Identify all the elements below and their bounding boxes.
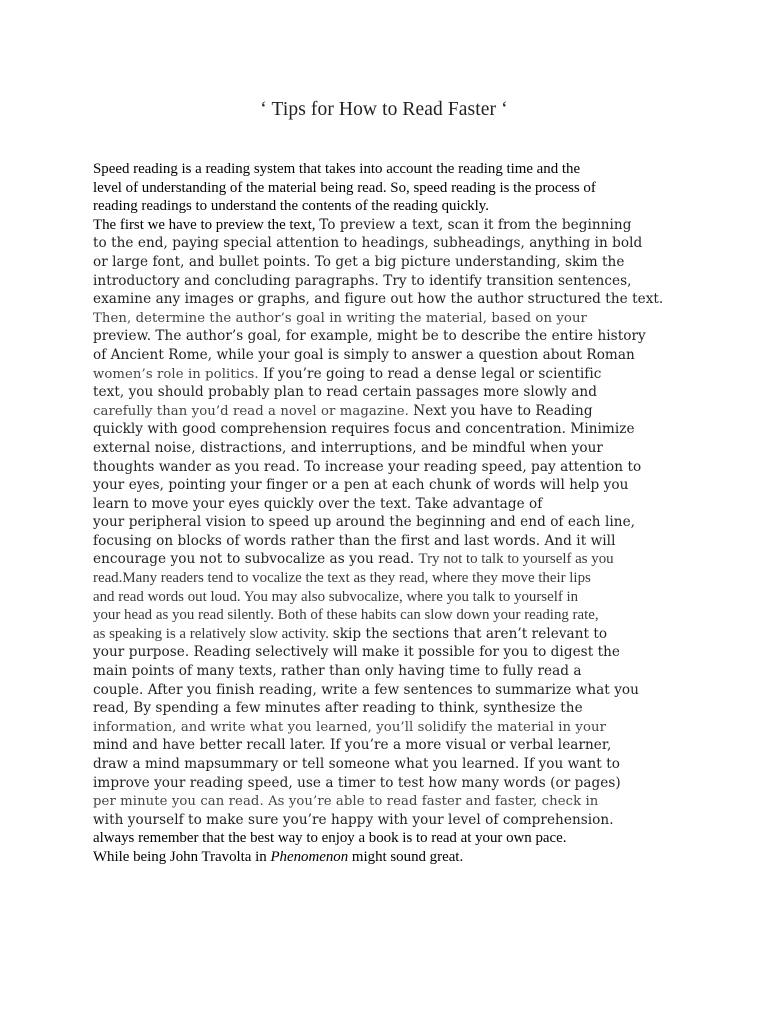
text-run: read, By spending a few minutes after reading to think, synthesize the — [93, 700, 583, 717]
text-line — [93, 513, 683, 532]
text-line — [93, 290, 683, 309]
text-run: level of understanding of the material being read. So, speed reading is the process of — [93, 179, 596, 196]
text-line — [93, 420, 683, 439]
text-run: couple. After you finish reading, write a few sentences to summarize what you — [93, 681, 639, 698]
document-title: ‘ Tips for How to Read Faster ‘ — [260, 99, 508, 120]
text-run: your head as you read silently. Both of these habits can slow down your reading rate, — [93, 607, 599, 624]
text-run: carefully than you’d read a novel or magazine. — [93, 403, 414, 419]
text-run: skip the sections that aren’t relevant to — [332, 625, 608, 642]
text-run: with yourself to make sure you’re happy with your level of comprehension. — [93, 811, 614, 828]
text-run: might sound great. — [348, 848, 464, 865]
text-run: your purpose. Reading selectively will make it possible for you to digest the — [93, 644, 621, 661]
text-run: encourage you not to subvocalize as you read. — [93, 551, 419, 568]
text-run: To preview a text, scan it from the beginning — [319, 216, 632, 233]
text-line — [93, 160, 683, 179]
text-line — [93, 829, 683, 848]
text-run: or large font, and bullet points. To get a big picture understanding, skim the — [93, 253, 625, 270]
text-line — [93, 625, 683, 644]
text-run: of Ancient Rome, while your goal is simply to answer a question about Roman — [93, 346, 635, 363]
text-line — [93, 309, 683, 328]
text-line — [93, 588, 683, 607]
text-line — [93, 365, 683, 384]
text-run: to the end, paying special attention to headings, subheadings, anything in bold — [93, 235, 643, 252]
italic-title-text: Phenomenon — [270, 848, 349, 865]
text-line — [93, 179, 683, 198]
text-line — [93, 197, 683, 216]
text-run: main points of many texts, rather than only having time to fully read a — [93, 663, 582, 680]
text-line — [93, 383, 683, 402]
text-run: Next you have to Reading — [413, 402, 593, 419]
text-run: Speed reading is a reading system that takes into account the reading time and the — [93, 161, 581, 177]
text-line — [93, 811, 683, 830]
text-run: text, you should probably plan to read certain passages more slowly and — [93, 384, 597, 401]
text-line — [93, 792, 683, 811]
text-line — [93, 216, 683, 235]
text-run: introductory and concluding paragraphs. Try to identify transition sentences, — [93, 272, 632, 289]
text-line — [93, 402, 683, 421]
text-line — [93, 681, 683, 700]
text-line — [93, 774, 683, 793]
text-line — [93, 532, 683, 551]
text-run: If you’re going to read a dense legal or scientific — [263, 365, 602, 382]
text-line — [93, 848, 683, 867]
text-run: external noise, distractions, and interruptions, and be mindful when your — [93, 439, 603, 456]
text-run: per minute you can read. — [93, 794, 269, 810]
text-line — [93, 718, 683, 737]
text-line — [93, 346, 683, 365]
text-line — [93, 234, 683, 253]
text-run: your peripheral vision to speed up around the beginning and end of each line, — [93, 514, 636, 531]
text-run: As you’re able to read faster and faster, check in — [268, 794, 599, 810]
text-run: women’s role in politics. — [93, 366, 264, 382]
text-line — [93, 272, 683, 291]
text-run: preview. The author’s goal, for example, might be to describe the entire history — [93, 328, 646, 345]
text-line — [93, 253, 683, 272]
text-line — [93, 550, 683, 569]
text-line — [93, 458, 683, 477]
text-line — [93, 736, 683, 755]
text-run: information, and write what you learned, you’ll solidify the material in your — [93, 719, 607, 735]
text-run: examine any images or graphs, and figure out how the author structured the text. — [93, 291, 664, 308]
text-line — [93, 495, 683, 514]
text-line — [93, 569, 683, 588]
text-run: thoughts wander as you read. To increase your reading speed, pay attention to — [93, 458, 642, 475]
text-run: Try not to talk to yourself as you — [418, 551, 614, 568]
text-line — [93, 606, 683, 625]
text-run: The first we have to preview the text, — [93, 216, 320, 233]
document-body — [93, 160, 683, 867]
text-line — [93, 755, 683, 774]
text-run: learn to move your eyes quickly over the text. Take advantage of — [93, 495, 543, 512]
text-run: read.Many readers tend to vocalize the text as they read, where they move their lips — [93, 570, 591, 587]
text-run: your eyes, pointing your finger or a pen at each chunk of words will help you — [93, 477, 629, 494]
text-run: improve your reading speed, use a timer to test how many words (or pages) — [93, 774, 621, 791]
text-run: reading readings to understand the contents of the reading quickly. — [93, 198, 489, 215]
text-run: and read words out loud. You may also subvocalize, where you talk to yourself in — [93, 588, 579, 605]
text-line — [93, 643, 683, 662]
text-run: While being John Travolta in — [93, 848, 271, 865]
text-line — [93, 699, 683, 718]
text-run: mind and have better recall later. If you’re a more visual or verbal learner, — [93, 737, 612, 754]
text-run: draw a mind mapsummary or tell someone what you learned. If you want to — [93, 756, 620, 772]
text-run: quickly with good comprehension requires focus and concentration. Minimize — [93, 421, 635, 438]
text-run: focusing on blocks of words rather than the first and last words. And it will — [93, 532, 616, 549]
text-run: Then, determine the author’s goal in writing the material, based on your — [93, 310, 587, 326]
text-line — [93, 476, 683, 495]
text-line — [93, 327, 683, 346]
text-run: always remember that the best way to enjoy a book is to read at your own pace. — [93, 830, 567, 847]
text-line — [93, 662, 683, 681]
text-line — [93, 439, 683, 458]
text-run: as speaking is a relatively slow activity. — [93, 625, 333, 642]
